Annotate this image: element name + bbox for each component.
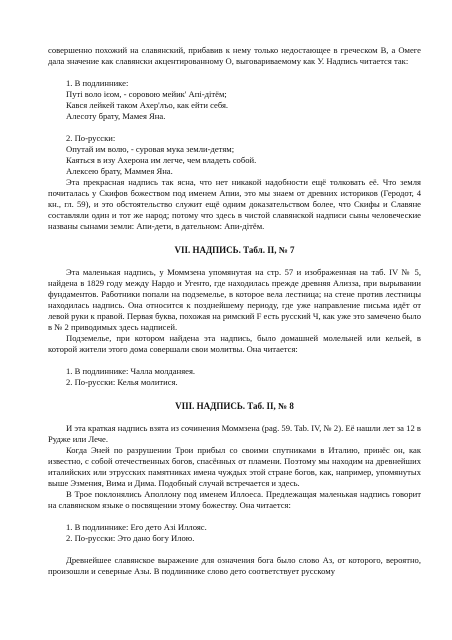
original-line: 1. В подлиннике: Чалла молданяея. [66,366,196,376]
russian-line: Опутай им волю, - суровая мука земли-детям; [66,144,235,154]
section-heading: VII. НАДПИСЬ. Табл. II, № 7 [174,245,295,255]
paragraph: Древнейшее славянское выражение для означения бога было слово Аз, от которого, вероятно, произошли и северные Азы. В подлиннике слово дето соответствует русскому [48,555,421,576]
original-line: Кався лейкей таком Ахер'лъо, как ейти себя. [66,100,229,110]
russian-line: 2. По-русски: Это дано богу Илою. [66,533,195,543]
paragraph: Эта маленькая надпись, у Моммзена упомянутая на стр. 57 и изображенная на таб. IV № 5, найдена в 1829 году между Нардо и Угенто, где находилась прежде древняя Ализза, при вырывании фундаментов. Работники попали на подземелье, в которое вела лестница; на стене против лестницы находилась надпись. Она относится к позднейшему периоду, где уже направление письма идёт от левой руки к правой. Первая буква, похожая на римский F есть русский Ч, как уже это замечено было в № 2 приводимых здесь надписей. [48,267,421,332]
original-line: 1. В подлиннике: Его дето Азі Иллояс. [66,522,207,532]
paragraph: Подземелье, при котором найдена эта надпись, было домашней молельней или кельей, в которой жители этого дома совершали свои молитвы. Она читается: [48,333,421,354]
inscription-russian [66,133,421,177]
paragraph: И эта краткая надпись взята из сочинения Моммзена (pag. 59. Tab. IV, № 2). Её нашли лет за 12 в Рудже или Лече. [48,423,421,444]
paragraph: Когда Эней по разрушении Трои прибыл со своими спутниками в Италию, принёс он, как известно, с собой отечественных богов, спасённых от пламени. Поэтому мы находим на древнейших италийских или этрусских памятниках имена чуждых этой стране богов, как, например, упомянутых выше Эзмения, Вима и Дима. Подобный случай встречается и здесь. [48,445,421,488]
original-line: Путі воло ієом, - соровою мейик' Апі-дітём; [66,89,227,99]
inscription-original [66,78,421,122]
original-line: Алесоту брату, Мамея Яна. [66,111,166,121]
original-label: 1. В подлиннике: [66,78,129,88]
russian-line: Каяться в изу Ахерона им легче, чем владеть собой. [66,155,257,165]
paragraph: В Трое поклонялись Аполлону под именем Иллоеса. Предлежащая маленькая надпись говорит на славянском языке о посвящении этому божеству. Она читается: [48,489,421,510]
section-heading: VIII. НАДПИСЬ. Таб. II, № 8 [175,401,294,411]
russian-line: 2. По-русски: Келья молитися. [66,377,178,387]
paragraph: совершенно похожий на славянский, прибавив к нему только недостающее в греческом В, а Омеге дала значение как славянски акцентированному О, выговариваемому как У. Надпись читается так: [48,45,421,66]
russian-line: Алексею брату, Маммея Яна. [66,166,173,176]
paragraph: Эта прекрасная надпись так ясна, что нет никакой надобности ещё толковать её. Что земля почиталась у Скифов божеством под именем Апии, это мы знаем от древних историков (Геродот, 4 кн., гл. 59), и это обстоятельство служит ещё одним доказательством более, что Скифы и Славяне составляли один и тот же народ; потому что здесь в чистой славянской надписи сыны человеческие названы сынами земли: Апи-дети, в дательном: Апи-дітём. [48,177,421,231]
russian-label: 2. По-русски: [66,133,116,143]
